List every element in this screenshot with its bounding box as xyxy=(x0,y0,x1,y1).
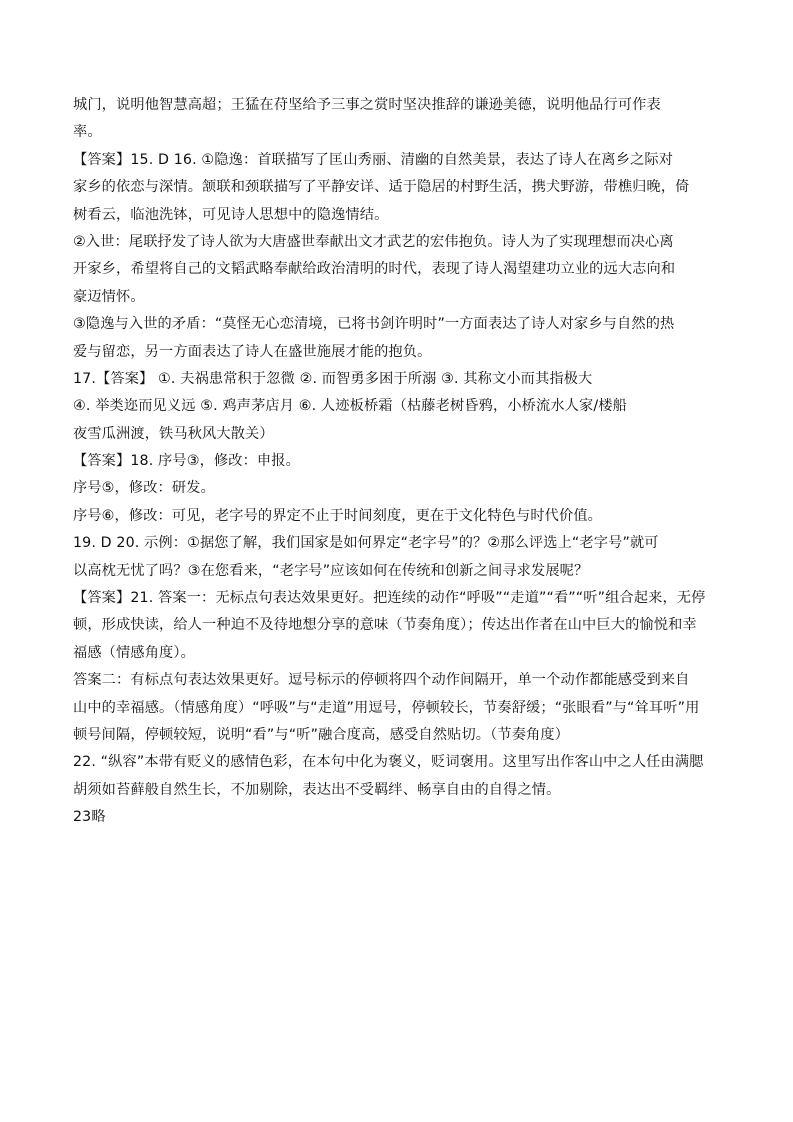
text-line: ②入世：尾联抒发了诗人欲为大唐盛世奉献出文才武艺的宏伟抱负。诗人为了实现理想而决心离 xyxy=(73,233,674,250)
text-line: ④. 举类迩而见义远 ⑤. 鸡声茅店月 ⑥. 人迹板桥霜（枯藤老树昏鸦，小桥流水人家/楼船 xyxy=(73,398,627,415)
text-line: 17.【答案】 ①. 夫祸患常积于忽微 ②. 而智勇多困于所溺 ③. 其称文小而其指极大 xyxy=(73,370,593,387)
text-line: 19. D 20. 示例：①据您了解，我们国家是如何界定“老字号”的？②那么评选上“老字号”就可 xyxy=(73,535,659,552)
text-line: 豪迈情怀。 xyxy=(73,288,145,305)
text-line: 福感（情感角度）。 xyxy=(73,644,195,661)
text-line: 序号⑤，修改：研发。 xyxy=(73,480,215,497)
text-line: 树看云，临池洗钵，可见诗人思想中的隐逸情结。 xyxy=(73,206,389,223)
text-line: 序号⑥，修改：可见，老字号的界定不止于时间刻度，更在于文化特色与时代价值。 xyxy=(73,507,603,524)
text-line: 胡须如苔藓般自然生长，不加剔除，表达出不受羁绊、畅享自由的自得之情。 xyxy=(73,781,561,798)
text-line: 【答案】21. 答案一：无标点句表达效果更好。把连续的动作“呼吸”“走道”“看”“听”组合起来，无停 xyxy=(73,590,706,607)
answer-text-block xyxy=(73,92,713,832)
text-line: 开家乡，希望将自己的文韬武略奉献给政治清明的时代，表现了诗人渴望建功立业的远大志向和 xyxy=(73,261,676,278)
text-line: 率。 xyxy=(73,124,102,141)
text-line: 顿号间隔，停顿较短，说明“看”与“听”融合度高，感受自然贴切。（节奏角度） xyxy=(73,726,570,743)
text-line: 以高枕无忧了吗？③在您看来，“老字号”应该如何在传统和创新之间寻求发展呢？ xyxy=(73,562,589,579)
text-line: 顿，形成快读，给人一种迫不及待地想分享的意味（节奏角度）；传达出作者在山中巨大的愉悦和幸 xyxy=(73,617,697,634)
text-line: ③隐逸与入世的矛盾：“莫怪无心恋清境，已将书剑许明时”一方面表达了诗人对家乡与自然的热 xyxy=(73,316,675,333)
text-line: 【答案】15. D 16. ①隐逸：首联描写了匡山秀丽、清幽的自然美景，表达了诗人在离乡之际对 xyxy=(73,151,674,168)
text-line: 爱与留恋，另一方面表达了诗人在盛世施展才能的抱负。 xyxy=(73,343,432,360)
text-line: 家乡的依恋与深情。颔联和颈联描写了平静安详、适于隐居的村野生活，携犬野游，带樵归晚，倚 xyxy=(73,179,690,196)
text-line: 夜雪瓜洲渡，铁马秋风大散关） xyxy=(73,425,274,442)
text-line: 城门，说明他智慧高超；王猛在苻坚给予三事之赏时坚决推辞的谦逊美德，说明他品行可作表 xyxy=(73,97,661,113)
text-line: 22. “纵容”本带有贬义的感情色彩，在本句中化为褒义，贬词褒用。这里写出作客山中之人任由满腮 xyxy=(73,754,704,771)
text-line: 山中的幸福感。（情感角度）“呼吸”与“走道”用逗号，停顿较长，节奏舒缓；“张眼看”与“耸耳听”用 xyxy=(73,699,700,716)
text-line: 【答案】18. 序号③，修改：申报。 xyxy=(73,453,300,470)
text-line: 答案二：有标点句表达效果更好。逗号标示的停顿将四个动作间隔开，单一个动作都能感受到来自 xyxy=(73,672,690,689)
text-line: 23略 xyxy=(73,809,106,826)
